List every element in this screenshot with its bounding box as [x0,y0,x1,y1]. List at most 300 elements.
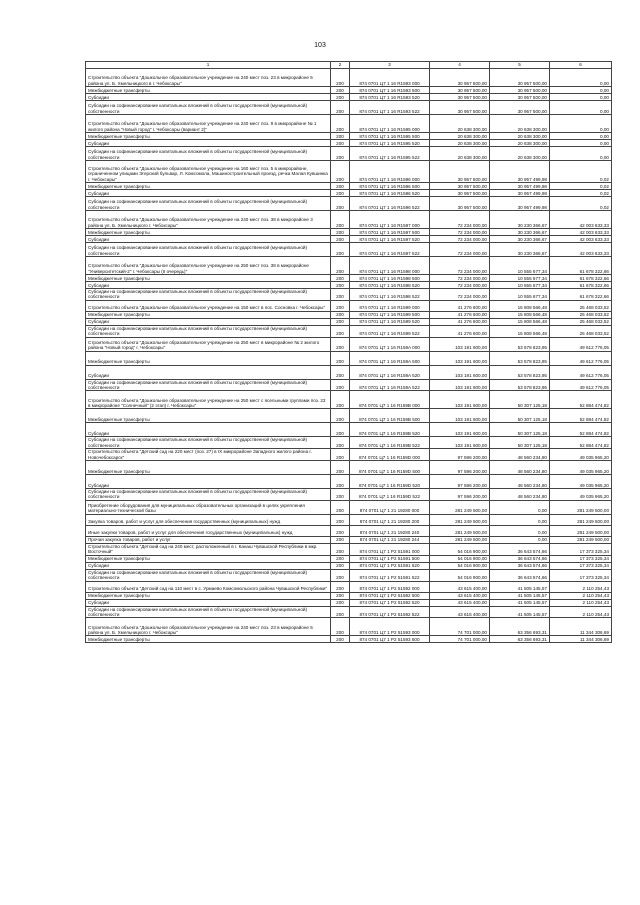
row-approved-amount: 41 276 600,00 [430,318,490,325]
row-ministry-code: 200 [331,555,350,562]
row-name: Субсидии на софинансирование капитальных вложений в объекты государственной (муниципальной) собственности [86,325,331,337]
row-executed-amount: 30 230 366,67 [490,243,550,257]
row-ministry-code: 200 [331,449,350,461]
row-name: Субсидии [86,562,331,569]
row-remaining-amount: 2 110 254,43 [550,592,612,599]
table-row [86,101,612,115]
row-ministry-code: 200 [331,300,350,311]
row-remaining-amount: 0,02 [550,197,612,211]
row-approved-amount: 97 596 200,00 [430,449,490,461]
row-approved-amount: 72 234 000,00 [430,289,490,301]
row-classification-code: 874 0701 Ц7 1 16 R1593 500 [350,87,430,94]
row-remaining-amount: 49 035 965,20 [550,475,612,489]
row-remaining-amount: 0,00 [550,94,612,101]
row-classification-code: 874 0701 Ц7 1 16 R1599 500 [350,311,430,318]
row-name: Строительство объекта "Дошкольное образовательное учреждение на 250 мест в микрорайоне № 2 жилого района "Новый город" г. Чебоксары" [86,337,331,351]
row-remaining-amount: 0,02 [550,190,612,197]
table-row [86,243,612,257]
table-row [86,282,612,289]
row-approved-amount: 30 957 500,00 [430,69,490,87]
table-row [86,197,612,211]
row-remaining-amount: 0,00 [550,140,612,147]
row-remaining-amount: 49 035 965,20 [550,449,612,461]
page-number: 103 [314,42,326,49]
row-remaining-amount: 49 035 965,20 [550,489,612,501]
table-row [86,87,612,94]
row-classification-code: 874 0701 Ц7 1 P2 51591 522 [350,569,430,581]
table-row [86,289,612,301]
row-ministry-code: 200 [331,289,350,301]
row-approved-amount: 72 234 000,00 [430,275,490,282]
table-row [86,94,612,101]
row-ministry-code: 200 [331,599,350,606]
row-classification-code: 874 0701 Ц7 1 P2 51593 500 [350,636,430,643]
row-remaining-amount: 42 003 633,33 [550,229,612,236]
table-row [86,365,612,379]
row-name: Строительство объекта "Дошкольное образовательное учреждение на 160 мест поз. 5 в микрорайоне, ограниченном улицами Эгерский бульвар, Л. Комсомола, Машиностроительный проезд, речка Малая Кувшинка г. Чебоксары" [86,161,331,183]
row-name: Строительство объекта "Дошкольное образовательное учреждение на 150 мест в пос. Сосновка г. Чебоксары" [86,300,331,311]
row-remaining-amount: 0,00 [550,101,612,115]
row-approved-amount: 72 234 000,00 [430,229,490,236]
table-header-row [86,62,612,69]
row-remaining-amount: 0,00 [550,69,612,87]
row-name: Межбюджетные трансферты [86,461,331,475]
table-row [86,543,612,555]
row-executed-amount: 30 230 366,67 [490,236,550,243]
row-ministry-code: 200 [331,161,350,183]
row-remaining-amount: 17 373 325,34 [550,569,612,581]
row-executed-amount: 30 957 499,98 [490,197,550,211]
row-approved-amount: 20 638 300,00 [430,140,490,147]
row-executed-amount: 48 560 234,80 [490,475,550,489]
row-executed-amount: 15 808 566,48 [490,300,550,311]
row-remaining-amount: 61 678 322,66 [550,257,612,275]
row-name: Субсидии на софинансирование капитальных вложений в объекты государственной (муниципальной) собственности [86,147,331,161]
row-approved-amount: 30 957 500,00 [430,87,490,94]
row-remaining-amount: 0,02 [550,161,612,183]
row-classification-code: 874 0701 Ц7 1 16 R159D 520 [350,475,430,489]
row-name: Субсидии [86,475,331,489]
row-ministry-code: 200 [331,147,350,161]
row-ministry-code: 200 [331,569,350,581]
table-row [86,562,612,569]
row-classification-code: 874 0701 Ц7 1 16 R159D 000 [350,449,430,461]
row-classification-code: 874 0701 Ц7 1 16 R159A 500 [350,351,430,365]
row-executed-amount: 20 638 300,00 [490,115,550,133]
row-executed-amount: 0,00 [490,514,550,525]
row-remaining-amount: 281 249 500,00 [550,500,612,514]
row-executed-amount: 20 638 300,00 [490,133,550,140]
row-ministry-code: 200 [331,562,350,569]
column-number-2: 2 [331,62,350,69]
row-remaining-amount: 25 468 033,52 [550,318,612,325]
row-ministry-code: 200 [331,133,350,140]
column-number-4: 4 [430,62,490,69]
row-classification-code: 874 0701 Ц7 1 16 R1598 000 [350,257,430,275]
row-classification-code: 874 0701 Ц7 1 P2 51592 520 [350,599,430,606]
row-name: Межбюджетные трансферты [86,87,331,94]
row-name: Субсидии [86,190,331,197]
row-remaining-amount: 49 612 776,05 [550,365,612,379]
row-name: Субсидии [86,236,331,243]
row-classification-code: 874 0701 Ц7 1 21 19280 200 [350,514,430,525]
row-remaining-amount: 42 003 633,33 [550,243,612,257]
table-row [86,569,612,581]
row-classification-code: 874 0701 Ц7 1 16 R1595 522 [350,147,430,161]
row-classification-code: 874 0701 Ц7 1 16 R1596 500 [350,183,430,190]
row-classification-code: 874 0701 Ц7 1 21 19280 244 [350,536,430,543]
row-approved-amount: 43 615 400,00 [430,581,490,592]
row-ministry-code: 200 [331,437,350,449]
row-remaining-amount: 11 344 306,69 [550,618,612,636]
row-classification-code: 874 0701 Ц7 1 16 R1593 522 [350,101,430,115]
row-classification-code: 874 0701 Ц7 1 P2 51592 000 [350,581,430,592]
row-executed-amount: 0,00 [490,536,550,543]
table-row [86,379,612,391]
row-name: Субсидии на софинансирование капитальных вложений в объекты государственной (муниципальной) собственности [86,197,331,211]
table-row [86,391,612,409]
row-approved-amount: 281 249 500,00 [430,514,490,525]
row-name: Субсидии [86,599,331,606]
row-classification-code: 874 0701 Ц7 1 16 R1599 522 [350,325,430,337]
row-ministry-code: 200 [331,351,350,365]
row-classification-code: 874 0701 Ц7 1 16 R1597 520 [350,236,430,243]
row-ministry-code: 200 [331,275,350,282]
table-row [86,69,612,87]
row-executed-amount: 53 578 823,95 [490,337,550,351]
row-remaining-amount: 2 110 254,43 [550,581,612,592]
row-name: Межбюджетные трансферты [86,133,331,140]
row-executed-amount: 36 643 574,66 [490,569,550,581]
row-remaining-amount: 17 373 325,34 [550,562,612,569]
row-classification-code: 874 0701 Ц7 1 16 R1596 522 [350,197,430,211]
row-classification-code: 874 0701 Ц7 1 16 R1599 520 [350,318,430,325]
row-remaining-amount: 61 678 322,66 [550,282,612,289]
row-ministry-code: 200 [331,211,350,229]
row-name: Субсидии [86,318,331,325]
row-remaining-amount: 61 678 322,66 [550,275,612,282]
row-remaining-amount: 25 468 033,52 [550,311,612,318]
table-row [86,140,612,147]
row-classification-code: 874 0701 Ц7 1 21 19280 000 [350,500,430,514]
row-approved-amount: 30 957 500,00 [430,183,490,190]
row-executed-amount: 41 505 145,57 [490,592,550,599]
row-ministry-code: 200 [331,87,350,94]
row-approved-amount: 103 191 600,00 [430,437,490,449]
row-approved-amount: 20 638 300,00 [430,133,490,140]
row-executed-amount: 10 555 677,34 [490,257,550,275]
row-approved-amount: 103 191 600,00 [430,365,490,379]
row-executed-amount: 41 505 145,57 [490,599,550,606]
table-row [86,449,612,461]
row-ministry-code: 200 [331,536,350,543]
row-remaining-amount: 2 110 254,43 [550,599,612,606]
row-approved-amount: 103 191 600,00 [430,409,490,423]
row-name: Строительство объекта "Дошкольное образовательное учреждение на 240 мест поз. 9 в микрорайоне № 1 жилого района "Новый город" г. Чебоксары (вариант 2)" [86,115,331,133]
row-classification-code: 874 0701 Ц7 1 16 R1593 000 [350,69,430,87]
row-approved-amount: 281 249 500,00 [430,536,490,543]
row-name: Субсидии [86,94,331,101]
row-remaining-amount: 49 035 965,20 [550,461,612,475]
row-name: Субсидии на софинансирование капитальных вложений в объекты государственной (муниципальной) собственности [86,437,331,449]
row-executed-amount: 50 307 125,18 [490,409,550,423]
row-executed-amount: 41 505 145,57 [490,606,550,618]
row-remaining-amount: 2 110 254,43 [550,606,612,618]
row-classification-code: 874 0701 Ц7 1 P2 51593 000 [350,618,430,636]
row-approved-amount: 74 701 000,00 [430,636,490,643]
row-ministry-code: 200 [331,514,350,525]
row-executed-amount: 53 578 823,95 [490,351,550,365]
row-ministry-code: 200 [331,325,350,337]
row-ministry-code: 200 [331,592,350,599]
row-executed-amount: 30 957 500,00 [490,87,550,94]
row-approved-amount: 30 957 500,00 [430,197,490,211]
row-classification-code: 874 0701 Ц7 1 16 R159B 522 [350,437,430,449]
row-approved-amount: 103 191 600,00 [430,351,490,365]
row-approved-amount: 30 957 500,00 [430,94,490,101]
row-executed-amount: 53 578 823,95 [490,365,550,379]
row-name: Субсидии на софинансирование капитальных вложений в объекты государственной (муниципальной) собственности [86,101,331,115]
row-executed-amount: 53 578 823,95 [490,379,550,391]
row-name: Межбюджетные трансферты [86,275,331,282]
row-executed-amount: 48 560 234,80 [490,489,550,501]
row-remaining-amount: 52 884 474,82 [550,391,612,409]
row-name: Межбюджетные трансферты [86,555,331,562]
table-row [86,190,612,197]
row-remaining-amount: 281 249 500,00 [550,525,612,536]
table-row [86,525,612,536]
row-remaining-amount: 52 884 474,82 [550,437,612,449]
row-classification-code: 874 0701 Ц7 1 16 R1598 520 [350,282,430,289]
row-classification-code: 874 0701 Ц7 1 16 R1599 000 [350,300,430,311]
row-remaining-amount: 42 003 633,33 [550,211,612,229]
row-ministry-code: 200 [331,257,350,275]
row-remaining-amount: 0,00 [550,87,612,94]
table-row [86,581,612,592]
row-classification-code: 874 0701 Ц7 1 16 R1598 522 [350,289,430,301]
row-ministry-code: 200 [331,500,350,514]
row-approved-amount: 30 957 500,00 [430,190,490,197]
row-approved-amount: 103 191 600,00 [430,391,490,409]
row-executed-amount: 30 957 500,00 [490,69,550,87]
row-approved-amount: 41 276 600,00 [430,325,490,337]
table-row [86,311,612,318]
row-approved-amount: 54 016 900,00 [430,569,490,581]
row-remaining-amount: 0,00 [550,115,612,133]
table-row [86,461,612,475]
row-executed-amount: 15 808 566,48 [490,311,550,318]
row-executed-amount: 63 356 693,31 [490,636,550,643]
row-executed-amount: 30 957 499,98 [490,183,550,190]
row-approved-amount: 103 191 600,00 [430,379,490,391]
row-executed-amount: 30 957 500,00 [490,94,550,101]
row-approved-amount: 103 191 600,00 [430,423,490,437]
row-remaining-amount: 49 612 776,05 [550,379,612,391]
row-classification-code: 874 0701 Ц7 1 16 R1595 500 [350,133,430,140]
row-classification-code: 874 0701 Ц7 1 16 R1595 520 [350,140,430,147]
row-executed-amount: 10 555 677,34 [490,282,550,289]
row-name: Строительство объекта "Дошкольное образовательное учреждение на 240 мест поз. 23 в микрорайоне 5 района ул. Б. Хмельницкого г. Чебоксары" [86,618,331,636]
row-executed-amount: 30 957 499,98 [490,190,550,197]
table-row [86,409,612,423]
row-classification-code: 874 0701 Ц7 1 21 19280 240 [350,525,430,536]
row-approved-amount: 72 234 000,00 [430,282,490,289]
row-name: Строительство объекта "Дошкольное образовательное учреждение на 240 мест поз. 38 в микрорайоне 3 района ул. Б. Хмельницкого г. Чебоксары" [86,211,331,229]
row-approved-amount: 72 234 000,00 [430,211,490,229]
row-ministry-code: 200 [331,581,350,592]
row-ministry-code: 200 [331,636,350,643]
column-number-1: 1 [86,62,331,69]
row-approved-amount: 74 701 000,00 [430,618,490,636]
row-remaining-amount: 61 678 322,66 [550,289,612,301]
row-name: Строительство объекта "Дошкольное образовательное учреждение на 240 мест поз. 23 в микрорайоне 5 района ул. Б. Хмельницкого в г. Чебоксары" [86,69,331,87]
row-classification-code: 874 0701 Ц7 1 P2 51591 000 [350,543,430,555]
row-executed-amount: 20 638 300,00 [490,147,550,161]
row-ministry-code: 200 [331,69,350,87]
row-classification-code: 874 0701 Ц7 1 16 R1595 000 [350,115,430,133]
row-ministry-code: 200 [331,525,350,536]
table-row [86,606,612,618]
row-remaining-amount: 17 373 325,34 [550,555,612,562]
row-classification-code: 874 0701 Ц7 1 16 R159A 000 [350,337,430,351]
row-executed-amount: 36 643 574,66 [490,562,550,569]
table-row [86,475,612,489]
row-executed-amount: 15 808 566,48 [490,318,550,325]
column-number-5: 5 [490,62,550,69]
row-approved-amount: 20 638 300,00 [430,147,490,161]
row-name: Субсидии [86,423,331,437]
row-classification-code: 874 0701 Ц7 1 16 R1597 500 [350,229,430,236]
row-executed-amount: 36 643 574,66 [490,543,550,555]
row-approved-amount: 281 249 500,00 [430,525,490,536]
row-classification-code: 874 0701 Ц7 1 P2 51591 520 [350,562,430,569]
row-approved-amount: 41 276 600,00 [430,300,490,311]
table-row [86,592,612,599]
row-ministry-code: 200 [331,379,350,391]
row-approved-amount: 30 957 500,00 [430,161,490,183]
table-row [86,257,612,275]
row-classification-code: 874 0701 Ц7 1 16 R1597 522 [350,243,430,257]
row-remaining-amount: 25 468 033,52 [550,325,612,337]
row-executed-amount: 48 560 234,80 [490,449,550,461]
row-ministry-code: 200 [331,337,350,351]
row-ministry-code: 200 [331,197,350,211]
row-ministry-code: 200 [331,543,350,555]
row-executed-amount: 50 307 125,18 [490,391,550,409]
row-remaining-amount: 0,02 [550,183,612,190]
row-classification-code: 874 0701 Ц7 1 P2 51592 522 [350,606,430,618]
row-classification-code: 874 0701 Ц7 1 16 R159D 522 [350,489,430,501]
row-ministry-code: 200 [331,190,350,197]
row-name: Приобретение оборудования для муниципальных образовательных организаций в целях укрепления материально-технической базы [86,500,331,514]
row-ministry-code: 200 [331,391,350,409]
row-executed-amount: 50 307 125,18 [490,437,550,449]
row-remaining-amount: 52 884 474,82 [550,423,612,437]
row-executed-amount: 41 505 145,57 [490,581,550,592]
row-classification-code: 874 0701 Ц7 1 16 R159B 000 [350,391,430,409]
row-approved-amount: 41 276 600,00 [430,311,490,318]
row-name: Субсидии на софинансирование капитальных вложений в объекты государственной (муниципальной) собственности [86,243,331,257]
row-remaining-amount: 0,00 [550,147,612,161]
row-approved-amount: 72 234 000,00 [430,257,490,275]
row-ministry-code: 200 [331,243,350,257]
row-approved-amount: 97 596 200,00 [430,475,490,489]
row-name: Субсидии на софинансирование капитальных вложений в объекты государственной (муниципальной) собственности [86,569,331,581]
column-number-6: 6 [550,62,612,69]
row-classification-code: 874 0701 Ц7 1 16 R1597 000 [350,211,430,229]
table-row [86,147,612,161]
row-remaining-amount: 11 344 306,69 [550,636,612,643]
row-name: Субсидии [86,140,331,147]
row-executed-amount: 30 957 499,98 [490,161,550,183]
table-row [86,599,612,606]
row-executed-amount: 15 808 566,48 [490,325,550,337]
table-row [86,500,612,514]
row-name: Строительство объекта "Детский сад на 110 мест в с. Урмаево Комсомольского района Чувашской Республики" [86,581,331,592]
row-ministry-code: 200 [331,229,350,236]
row-name: Межбюджетные трансферты [86,636,331,643]
row-approved-amount: 97 596 200,00 [430,461,490,475]
row-ministry-code: 200 [331,318,350,325]
row-remaining-amount: 25 468 033,52 [550,300,612,311]
row-classification-code: 874 0701 Ц7 1 16 R1596 000 [350,161,430,183]
row-executed-amount: 63 356 693,31 [490,618,550,636]
row-ministry-code: 200 [331,282,350,289]
table-row [86,275,612,282]
table-row [86,318,612,325]
table-row [86,636,612,643]
row-ministry-code: 200 [331,618,350,636]
row-classification-code: 874 0701 Ц7 1 16 R159B 500 [350,409,430,423]
row-name: Строительство объекта "Детский сад на 220 мест (поз. 27) в IX микрорайоне Западного жилого района г. Новочебоксарск" [86,449,331,461]
row-remaining-amount: 281 249 500,00 [550,514,612,525]
table-row [86,115,612,133]
budget-table [85,61,612,643]
table-row [86,351,612,365]
table-row [86,536,612,543]
row-approved-amount: 20 638 300,00 [430,115,490,133]
row-remaining-amount: 17 373 325,34 [550,543,612,555]
table-row [86,337,612,351]
row-remaining-amount: 42 003 633,33 [550,236,612,243]
row-name: Закупка товаров, работ и услуг для обеспечения государственных (муниципальных) нужд [86,514,331,525]
row-name: Межбюджетные трансферты [86,229,331,236]
row-executed-amount: 20 638 300,00 [490,140,550,147]
row-remaining-amount: 49 612 776,05 [550,337,612,351]
row-name: Межбюджетные трансферты [86,311,331,318]
row-approved-amount: 43 615 400,00 [430,599,490,606]
row-classification-code: 874 0701 Ц7 1 16 R159D 500 [350,461,430,475]
row-remaining-amount: 49 612 776,05 [550,351,612,365]
row-name: Прочая закупка товаров, работ и услуг [86,536,331,543]
row-ministry-code: 200 [331,101,350,115]
row-approved-amount: 54 016 900,00 [430,562,490,569]
row-ministry-code: 200 [331,423,350,437]
row-ministry-code: 200 [331,489,350,501]
row-executed-amount: 30 230 366,67 [490,229,550,236]
row-name: Строительство объекта "Детский сад на 240 мест, расположенный в г. Канаш Чувашской Республики в мкр. Восточный" [86,543,331,555]
row-executed-amount: 30 957 500,00 [490,101,550,115]
row-remaining-amount: 52 884 474,82 [550,409,612,423]
row-name: Субсидии на софинансирование капитальных вложений в объекты государственной (муниципальной) собственности [86,606,331,618]
table-row [86,229,612,236]
table-row [86,555,612,562]
table-row [86,325,612,337]
row-approved-amount: 43 615 400,00 [430,592,490,599]
row-name: Субсидии [86,365,331,379]
row-ministry-code: 200 [331,183,350,190]
table-row [86,236,612,243]
